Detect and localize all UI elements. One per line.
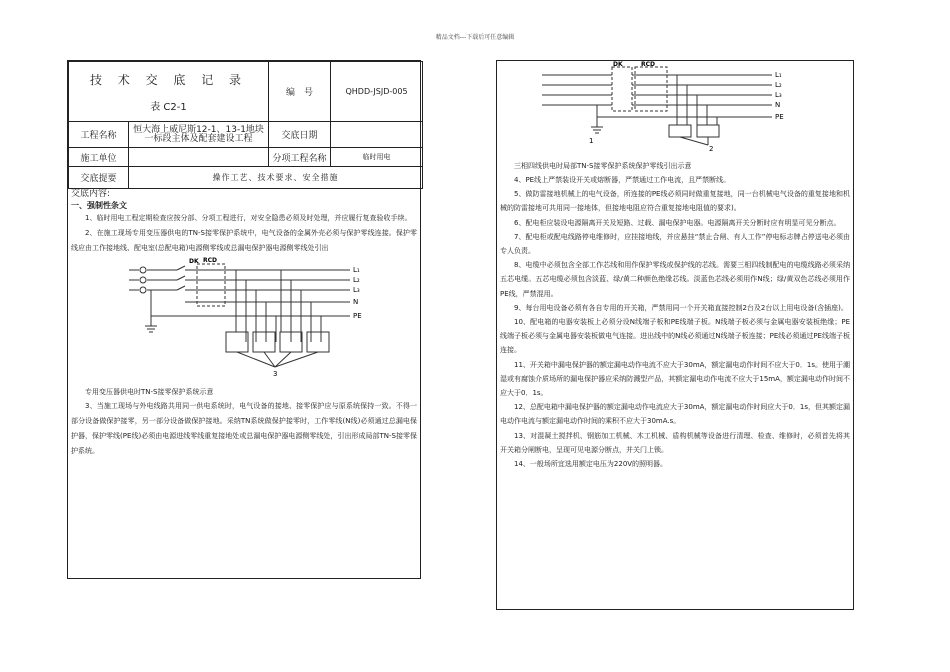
l2-label: L₂: [353, 276, 360, 284]
header-table: [68, 61, 423, 189]
unit-label: 施工单位: [69, 148, 129, 167]
number-value: QHDD-JSJD-005: [331, 62, 423, 122]
item-7: 7、配电柜或配电线路停电维修时，应挂接地线，并应悬挂“禁止合闸、有人工作”停电标志牌占停送电必须由专人负责。: [500, 232, 850, 256]
item-9: 9、每台用电设备必须有各自专用的开关箱，严禁用同一个开关箱直接控制2台及2台以上用电设备(含插座)。: [514, 303, 848, 312]
page-header-note: 精品文档---下载后可任意编辑: [435, 34, 515, 41]
tn-s-diagram-left: [71, 256, 419, 381]
mark-2-label: 2: [709, 145, 714, 153]
pe-label-right: PE: [775, 113, 784, 121]
dk-label-right: DK: [613, 61, 623, 68]
mark-3-label: 3: [273, 370, 278, 378]
unit-value: [129, 148, 269, 167]
item-13: 13、对混凝土搅拌机、钢筋加工机械、木工机械、盾构机械等设备进行清理、检查、维修时，必须首先将其开关箱分闸断电，呈现可见电源分断点，并关门上锁。: [500, 431, 850, 454]
l2-label-right: L₂: [775, 81, 782, 89]
summary-value: 操作工艺、技术要求、安全措施: [129, 167, 423, 189]
right-page: [496, 60, 854, 610]
item-8: 8、电缆中必须包含全部工作芯线和用作保护零线或保护线的芯线。需要三相四线制配电的电缆线路必须采纳五芯电缆。五芯电缆必须包含淡蓝、绿/黄二种颜色绝缘芯线。淡蓝色芯线必须用作N线；绿/黄双色芯线必须用作PE线，严禁混用。: [500, 261, 850, 298]
right-content: [497, 157, 853, 471]
n-label-right: N: [775, 101, 781, 109]
rcd-label: RCD: [203, 257, 218, 264]
item-12: 12、总配电箱中漏电保护器的额定漏电动作电流应大于30mA，额定漏电动作时间应大于0．1s，但其额定漏电动作电流与额定漏电动作时间的乘积不应大于30mA.s。: [500, 403, 850, 426]
l1-label: L₁: [353, 266, 360, 274]
summary-label: 交底提要: [69, 167, 129, 189]
mark-1-label: 1: [589, 137, 594, 145]
section-heading: 一、强制性条文: [71, 201, 127, 210]
diagram-caption-left: 专用变压器供电时TN-S接零保护系统示意: [85, 388, 214, 396]
l3-label: L₃: [353, 286, 360, 294]
item-10: 10、配电箱的电器安装板上必须分设N线端子板和PE线端子板。N线端子板必须与金属电器安装板绝缘；PE线端子板必须与金属电器安装板做电气连接。进出线中的N线必须通过N线端子板连接；PE线必须通过PE线端子板连接。: [500, 318, 850, 355]
item-14: 14、一般场所宜选用额定电压为220V的照明器。: [514, 460, 668, 469]
item-4: 4、PE线上严禁装设开关或熔断器，严禁通过工作电流，且严禁断线。: [514, 176, 731, 184]
content-label: 交底内容:: [71, 189, 111, 199]
date-label: 交底日期: [269, 122, 331, 148]
tn-s-diagram-right: [497, 61, 853, 153]
l3-label-right: L₃: [775, 91, 782, 99]
number-label: 编 号: [269, 62, 331, 122]
sub-project-label: 分项工程名称: [269, 148, 331, 167]
pe-label: PE: [353, 312, 362, 320]
project-value: 恒大海上威尼斯12-1、13-1地块一标段主体及配套建设工程: [129, 122, 269, 148]
left-content: [68, 189, 420, 459]
n-label: N: [353, 298, 359, 306]
rcd-label-right: RCD: [641, 61, 656, 68]
date-value: [331, 122, 423, 148]
project-label: 工程名称: [69, 122, 129, 148]
dk-label: DK: [189, 258, 199, 265]
item-6: 6、配电柜应装设电源隔离开关及短路、过载、漏电保护电器。电源隔离开关分断时应有明显可见分断点。: [514, 218, 841, 227]
paragraph-3: 3、当施工现场与外电线路共用同一供电系统时，电气设备的接地、接零保护应与原系统保持一致。不得一部分设备做保护接零，另一部分设备做保护接地。采纳TN系统做保护接零时，工作零线(N线)必须通过总漏电保护器，保护零线(PE线)必须由电源进线零线重复接地处或总漏电保护器电源侧零线处，引出形成局部TN-S接零保护系统。: [71, 402, 417, 455]
sub-project-value: 临时用电: [331, 148, 423, 167]
left-page: [67, 60, 421, 579]
title-cell: [69, 62, 269, 122]
paragraph-1: 1、临时用电工程定期检查应按分部、分项工程进行，对安全隐患必须及时处理，并应履行复查验收手续。: [85, 214, 412, 222]
item-11: 11、开关箱中漏电保护器的额定漏电动作电流不应大于30mA，额定漏电动作时间不应大于0．1s。使用于潮湿或有腐蚀介质场所的漏电保护器应采纳防溅型产品，其额定漏电动作电流不应大于15mA，额定漏电动作时间不应大于0．1s。: [500, 360, 850, 398]
form-title: 技 术 交 底 记 录: [89, 72, 248, 87]
l1-label-right: L₁: [775, 71, 782, 79]
diagram-caption-right: 三相四线供电时局部TN-S接零保护系统保护零线引出示意: [514, 162, 692, 170]
form-subtitle: 表 C2-1: [150, 101, 187, 113]
item-5: 5、做防雷接地机械上的电气设备，所连接的PE线必须同时做重复接地，同一台机械电气设备的重复接地和机械的防雷接地可共用同一接地体，但接地电阻应符合重复接地电阻值的要求)。: [500, 190, 850, 213]
paragraph-2: 2、在施工现场专用变压器供电的TN-S接零保护系统中，电气设备的金属外壳必须与保护零线连接。保护零线应由工作接地线、配电室(总配电箱)电源侧零线或总漏电保护器电源侧零线处引出: [71, 229, 417, 252]
